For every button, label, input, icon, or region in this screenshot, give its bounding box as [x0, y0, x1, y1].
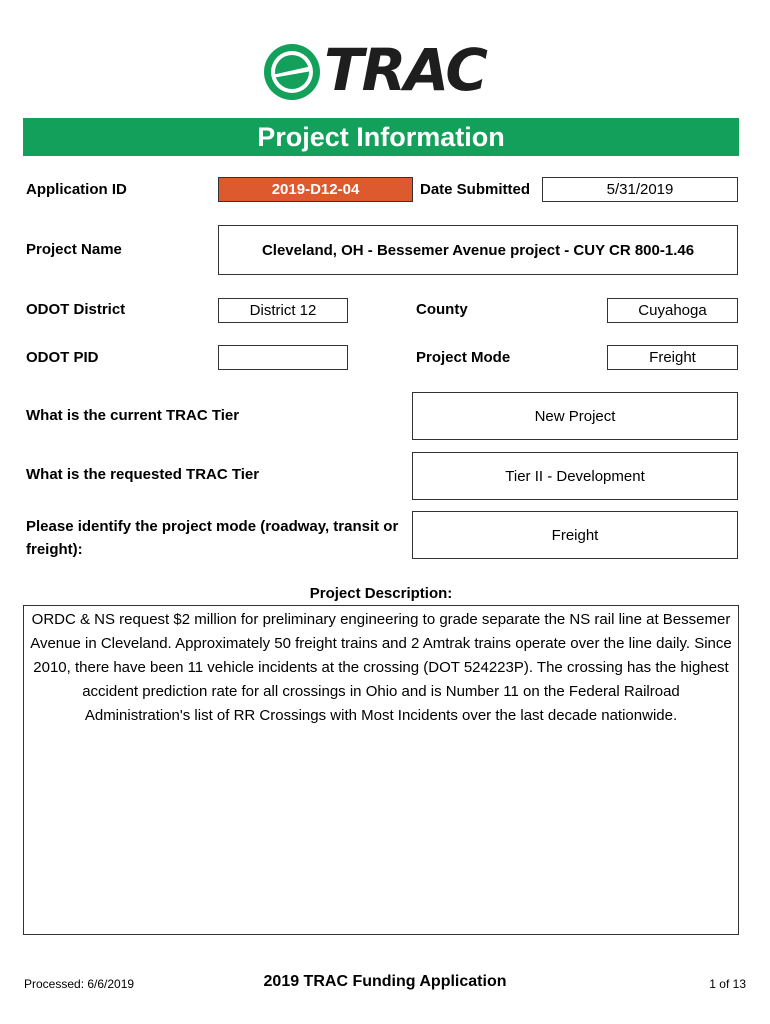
odot-district-field: District 12 [218, 298, 348, 323]
date-submitted-label: Date Submitted [420, 181, 531, 198]
trac-logo [262, 36, 512, 104]
current-tier-label: What is the current TRAC Tier [26, 407, 240, 424]
identify-mode-field: Freight [412, 511, 738, 559]
project-name-field: Cleveland, OH - Bessemer Avenue project - CUY CR 800-1.46 [218, 225, 738, 275]
requested-tier-field: Tier II - Development [412, 452, 738, 500]
project-mode-field: Freight [607, 345, 738, 370]
project-description-box: ORDC & NS request $2 million for preliminary engineering to grade separate the NS rail line at Bessemer Avenue in Cleveland. Approximately 50 freight trains and 2 Amtrak trains operate over the line daily. Since 2010, there have been 11 vehicle incidents at the crossing (DOT 524223P). The crossing has the highest accident prediction rate for all crossings in Ohio and is Number 11 on the Federal Railroad Administration's list of RR Crossings with Most Incidents over the last decade nationwide. [23, 605, 739, 935]
page-number: 1 of 13 [709, 977, 746, 991]
project-description-title: Project Description: [309, 585, 453, 602]
odot-district-label: ODOT District [26, 301, 126, 318]
requested-tier-label: What is the requested TRAC Tier [26, 466, 260, 483]
processed-date: Processed: 6/6/2019 [24, 977, 135, 991]
odot-pid-label: ODOT PID [26, 349, 99, 366]
page-title: Project Information [23, 118, 739, 156]
application-id-label: Application ID [26, 181, 127, 198]
county-field: Cuyahoga [607, 298, 738, 323]
odot-pid-field [218, 345, 348, 370]
current-tier-field: New Project [412, 392, 738, 440]
application-id-field: 2019-D12-04 [218, 177, 413, 202]
trac-emblem-icon [262, 42, 322, 102]
footer-title: 2019 TRAC Funding Application [263, 973, 507, 990]
logo-text: TRAC [324, 36, 486, 104]
project-mode-label: Project Mode [416, 349, 511, 366]
project-name-label: Project Name [26, 241, 122, 258]
county-label: County [416, 301, 468, 318]
date-submitted-field: 5/31/2019 [542, 177, 738, 202]
identify-mode-label: Please identify the project mode (roadway, transit or freight): [26, 518, 399, 558]
